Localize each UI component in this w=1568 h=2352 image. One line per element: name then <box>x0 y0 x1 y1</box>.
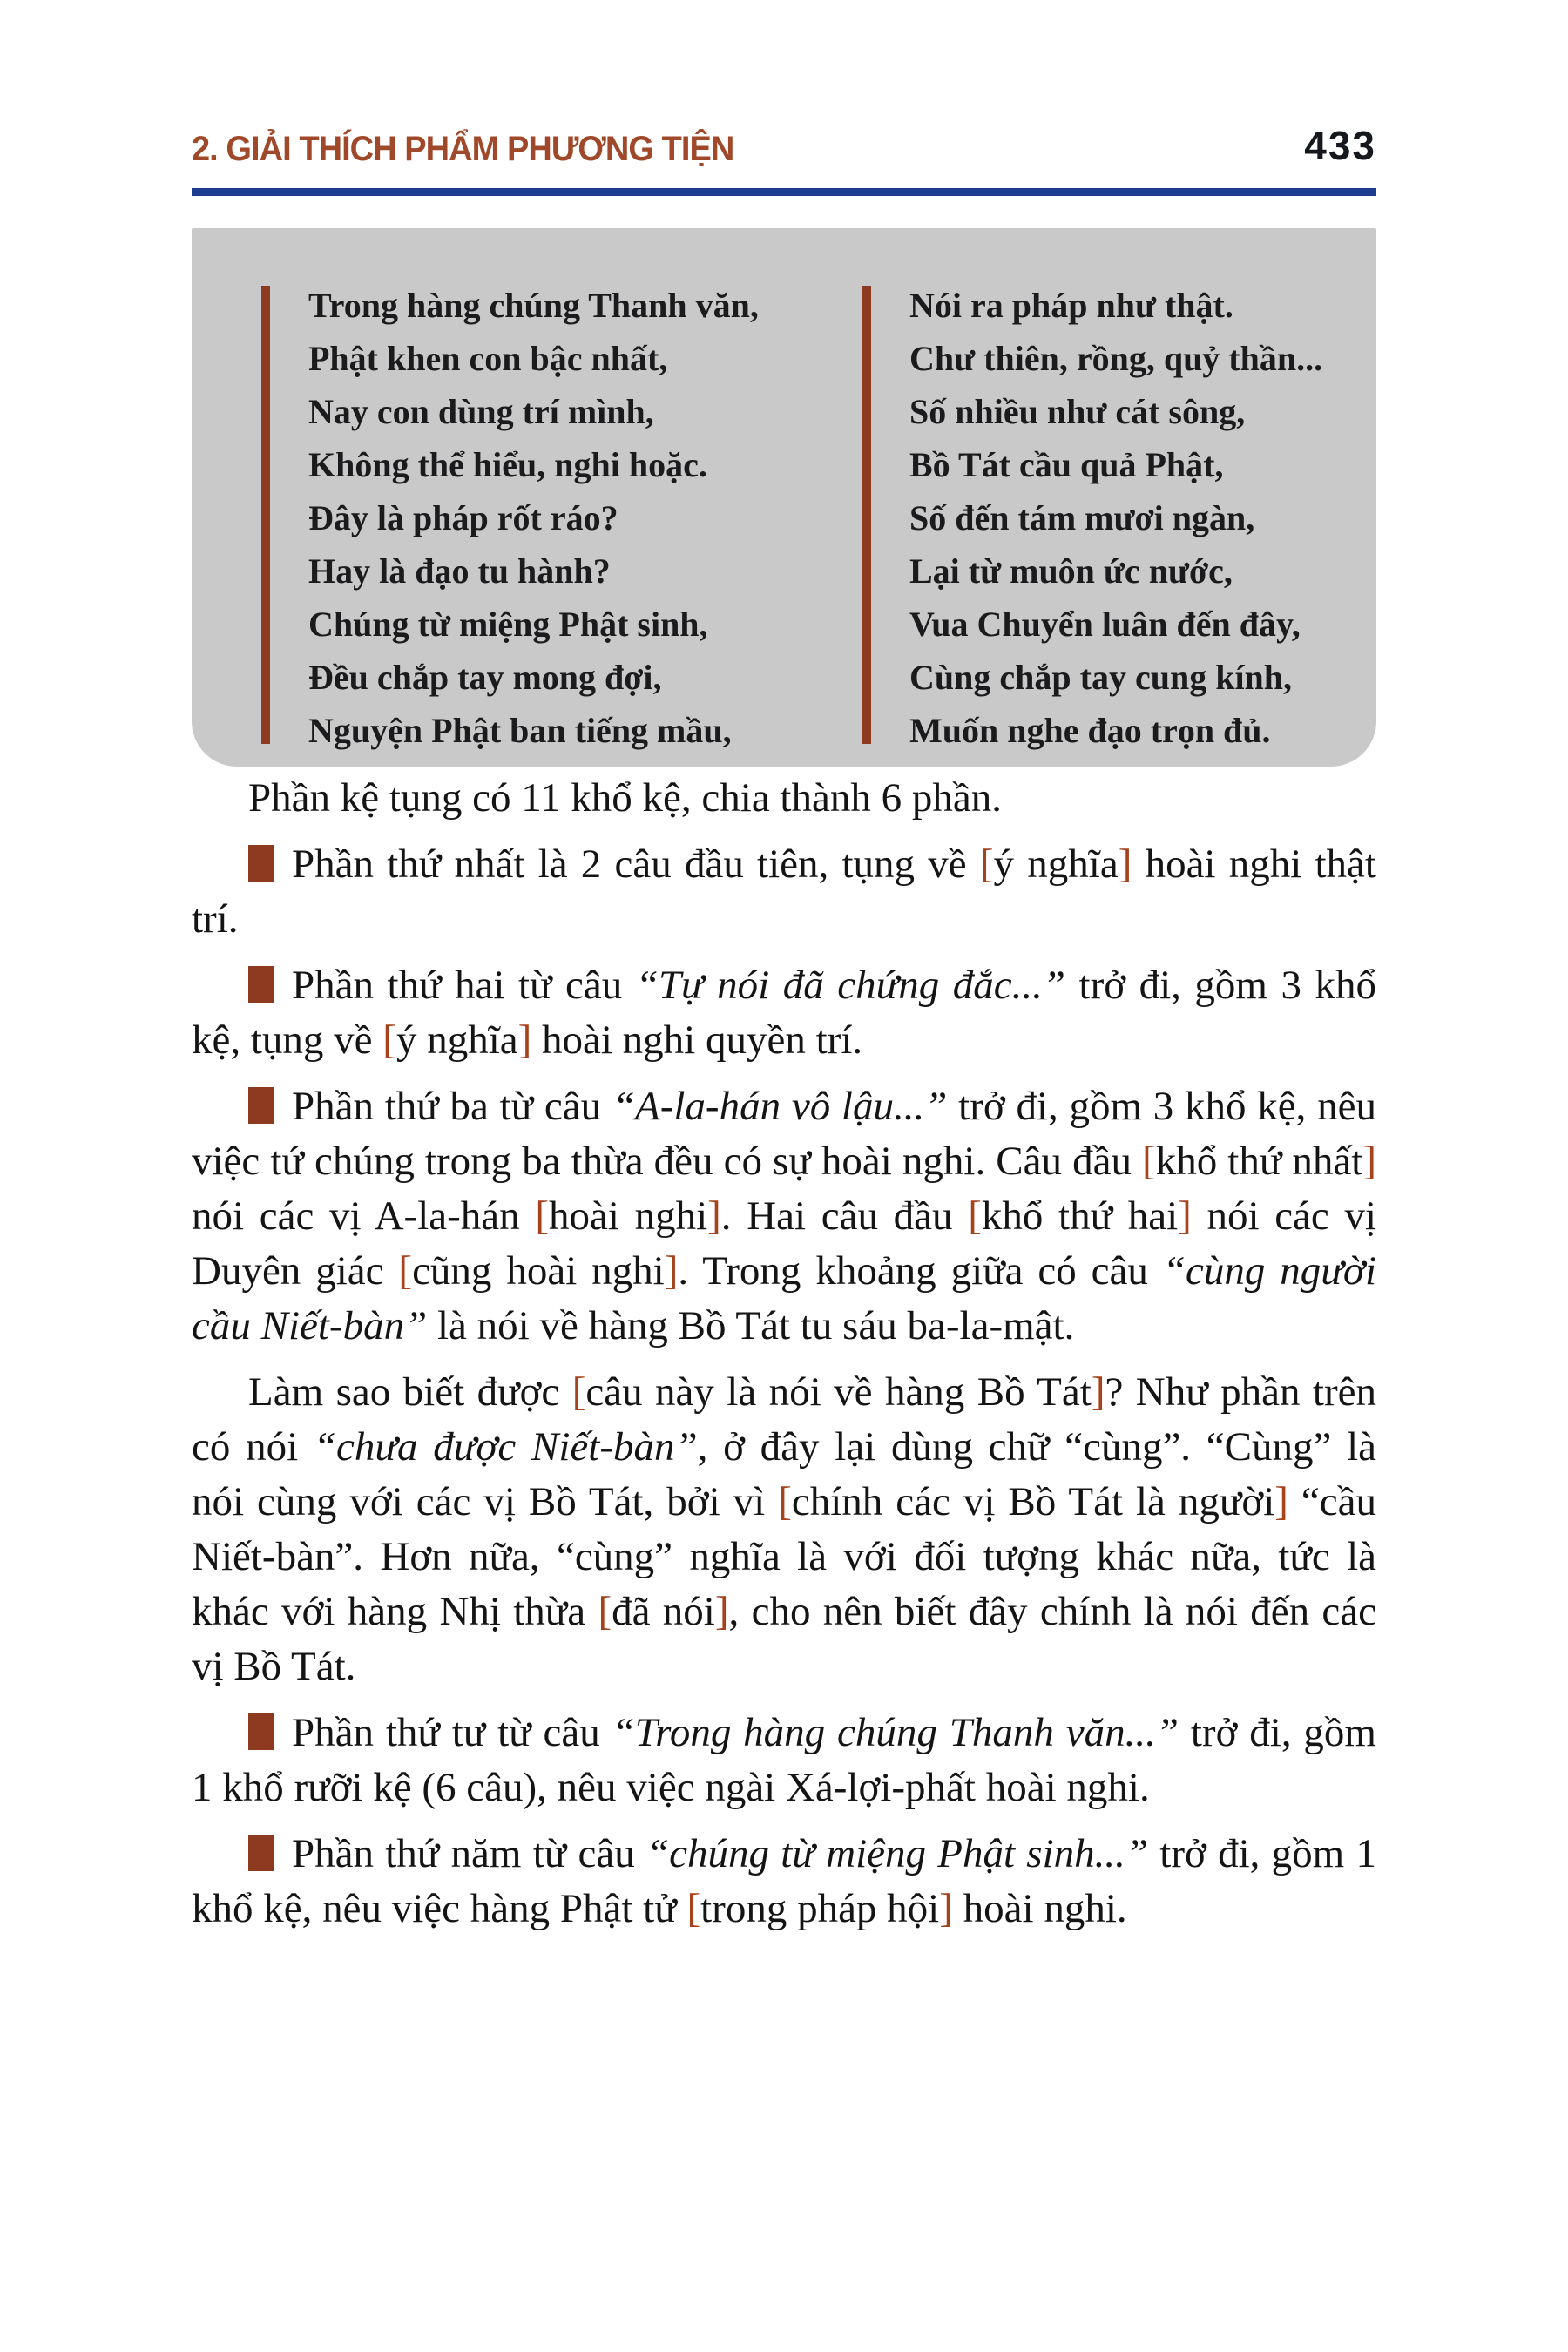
verse-line: Đây là pháp rốt ráo? <box>308 498 618 537</box>
verse-line: Hay là đạo tu hành? <box>308 551 611 591</box>
text-segment-plain: trở đi, gồm 1 khổ kệ, nêu việc hàng Phật tử <box>192 1831 1376 1931</box>
verse-line: Trong hàng chúng Thanh văn, <box>308 286 759 325</box>
bullet-marker <box>248 1087 274 1124</box>
text-segment-plain: Làm sao biết được <box>248 1369 572 1415</box>
text-segment-bracket: ] <box>1178 1193 1192 1239</box>
verse-lines-left <box>308 279 759 767</box>
text-segment-plain: hoài nghi thật trí. <box>192 841 1376 942</box>
text-segment-plain: khổ thứ hai <box>981 1193 1179 1239</box>
text-segment-plain: chính các vị Bồ Tát là người <box>791 1479 1275 1524</box>
header-rule <box>192 188 1376 196</box>
verse-line: Chư thiên, rồng, quỷ thần... <box>909 339 1323 378</box>
text-segment-bracket: [ <box>686 1886 701 1931</box>
paragraph <box>192 837 1376 947</box>
verse-line: Bồ Tát cầu quả Phật, <box>909 445 1224 484</box>
verse-line: Số nhiều như cát sông, <box>909 392 1246 431</box>
verse-line: Số đến tám mươi ngàn, <box>909 498 1255 537</box>
text-segment-bracket: ] <box>1362 1139 1377 1184</box>
text-segment-plain: “cầu Niết-bàn”. Hơn nữa, “cùng” nghĩa là với đối tượng khác nữa, tức là khác với hàng Nhị thừa <box>192 1479 1376 1634</box>
text-segment-plain: Phần thứ nhất là 2 câu đầu tiên, tụng về <box>292 841 980 887</box>
verse-line: Vua Chuyển luân đến đây, <box>909 605 1301 644</box>
text-segment-italic: “chúng từ miệng Phật sinh...” <box>645 1831 1149 1876</box>
text-segment-plain: nói các vị Duyên giác <box>192 1193 1377 1294</box>
text-segment-plain: hoài nghi. <box>952 1886 1127 1931</box>
bullet-marker <box>248 845 274 882</box>
text-segment-bracket: ] <box>517 1017 532 1063</box>
paragraph <box>192 1079 1376 1354</box>
text-segment-bracket: ] <box>714 1589 729 1634</box>
text-segment-bracket: [ <box>382 1017 396 1063</box>
verse-line: Nói ra pháp như thật. <box>909 286 1233 325</box>
verse-accent-bar <box>261 286 270 744</box>
text-segment-bracket: [ <box>535 1193 549 1239</box>
text-segment-italic: “Tự nói đã chứng đắc...” <box>635 963 1066 1008</box>
text-segment-plain: cũng hoài nghi <box>412 1248 665 1294</box>
verse-lines-right <box>909 279 1322 767</box>
text-segment-plain: trở đi, gồm 3 khổ kệ, tụng về <box>192 963 1376 1063</box>
verse-accent-bar <box>862 286 871 744</box>
text-segment-plain: câu này là nói về hàng Bồ Tát <box>585 1369 1092 1415</box>
paragraph <box>192 958 1376 1068</box>
text-segment-bracket: [ <box>1142 1139 1156 1184</box>
verse-line: Đều chắp tay mong đợi, <box>308 658 662 697</box>
verse-line: Cùng chắp tay cung kính, <box>909 658 1293 697</box>
text-segment-plain: ý nghĩa <box>395 1017 518 1063</box>
text-segment-plain: đã nói <box>612 1589 715 1634</box>
body-text <box>192 771 1376 1948</box>
text-segment-plain: Phần kệ tụng có 11 khổ kệ, chia thành 6 phần. <box>248 775 1002 821</box>
chapter-title: 2. GIẢI THÍCH PHẨM PHƯƠNG TIỆN <box>192 130 734 168</box>
text-segment-plain: là nói về hàng Bồ Tát tu sáu ba-la-mật. <box>427 1303 1075 1348</box>
text-segment-italic: “Trong hàng chúng Thanh văn...” <box>612 1710 1179 1755</box>
paragraph <box>192 771 1376 826</box>
text-segment-plain: , cho nên biết đây chính là nói đến các vị Bồ Tát. <box>192 1589 1376 1689</box>
text-segment-plain: ý nghĩa <box>993 841 1119 887</box>
text-segment-plain: ? Như phần trên có nói <box>192 1369 1376 1470</box>
verse-line: Lại từ muôn ức nước, <box>909 551 1233 591</box>
paragraph <box>192 1827 1376 1936</box>
text-segment-plain: Phần thứ tư từ câu <box>292 1710 612 1755</box>
verse-line: Nay con dùng trí mình, <box>308 392 654 431</box>
text-segment-plain: khổ thứ nhất <box>1155 1139 1363 1184</box>
text-segment-plain: . Hai câu đầu <box>720 1193 969 1239</box>
text-segment-plain: , ở đây lại dùng chữ “cùng”. “Cùng” là nói cùng với các vị Bồ Tát, bởi vì <box>192 1424 1376 1524</box>
text-segment-italic: “cùng người cầu Niết-bàn” <box>192 1248 1376 1348</box>
text-segment-plain: trong pháp hội <box>700 1886 940 1931</box>
paragraph <box>192 1706 1376 1815</box>
bullet-marker <box>248 1835 274 1871</box>
running-header <box>192 122 1376 169</box>
verse-line: Chúng từ miệng Phật sinh, <box>308 605 708 644</box>
text-segment-plain: hoài nghi <box>548 1193 708 1239</box>
verse-column-left <box>261 279 862 767</box>
text-segment-bracket: ] <box>1118 841 1132 887</box>
bullet-marker <box>248 1713 274 1750</box>
text-segment-bracket: ] <box>1274 1479 1288 1524</box>
text-segment-plain: hoài nghi quyền trí. <box>531 1017 863 1063</box>
text-segment-plain: Phần thứ hai từ câu <box>292 963 636 1008</box>
text-segment-plain: . Trong khoảng giữa có câu <box>678 1248 1163 1294</box>
text-segment-bracket: ] <box>939 1886 953 1931</box>
text-segment-bracket: ] <box>1091 1369 1105 1415</box>
page-number: 433 <box>1304 123 1376 168</box>
text-segment-plain: nói các vị A-la-hán <box>192 1193 536 1239</box>
verse-line: Không thể hiểu, nghi hoặc. <box>308 445 707 484</box>
text-segment-plain: trở đi, gồm 1 khổ rưỡi kệ (6 câu), nêu việc ngài Xá-lợi-phất hoài nghi. <box>192 1710 1376 1810</box>
text-segment-plain: Phần thứ năm từ câu <box>292 1831 646 1876</box>
text-segment-bracket: [ <box>968 1193 982 1239</box>
text-segment-plain: trở đi, gồm 3 khổ kệ, nêu việc tứ chúng trong ba thừa đều có sự hoài nghi. Câu đầu <box>192 1084 1376 1184</box>
text-segment-italic: “chưa được Niết-bàn” <box>313 1424 698 1470</box>
text-segment-plain: Phần thứ ba từ câu <box>292 1084 612 1129</box>
text-segment-bracket: [ <box>778 1479 792 1524</box>
verse-line: Nguyện Phật ban tiếng mầu, <box>308 711 732 750</box>
text-segment-bracket: ] <box>707 1193 721 1239</box>
text-segment-bracket: [ <box>598 1589 612 1634</box>
verse-box <box>192 228 1376 767</box>
verse-line: Phật khen con bậc nhất, <box>308 339 668 378</box>
text-segment-italic: “A-la-hán vô lậu...” <box>612 1084 948 1129</box>
text-segment-bracket: [ <box>571 1369 586 1415</box>
text-segment-bracket: [ <box>979 841 994 887</box>
text-segment-bracket: [ <box>398 1248 413 1294</box>
verse-line: Muốn nghe đạo trọn đủ. <box>909 711 1271 750</box>
text-segment-bracket: ] <box>664 1248 679 1294</box>
bullet-marker <box>248 966 274 1003</box>
paragraph <box>192 1365 1376 1694</box>
verse-column-right <box>862 279 1342 767</box>
